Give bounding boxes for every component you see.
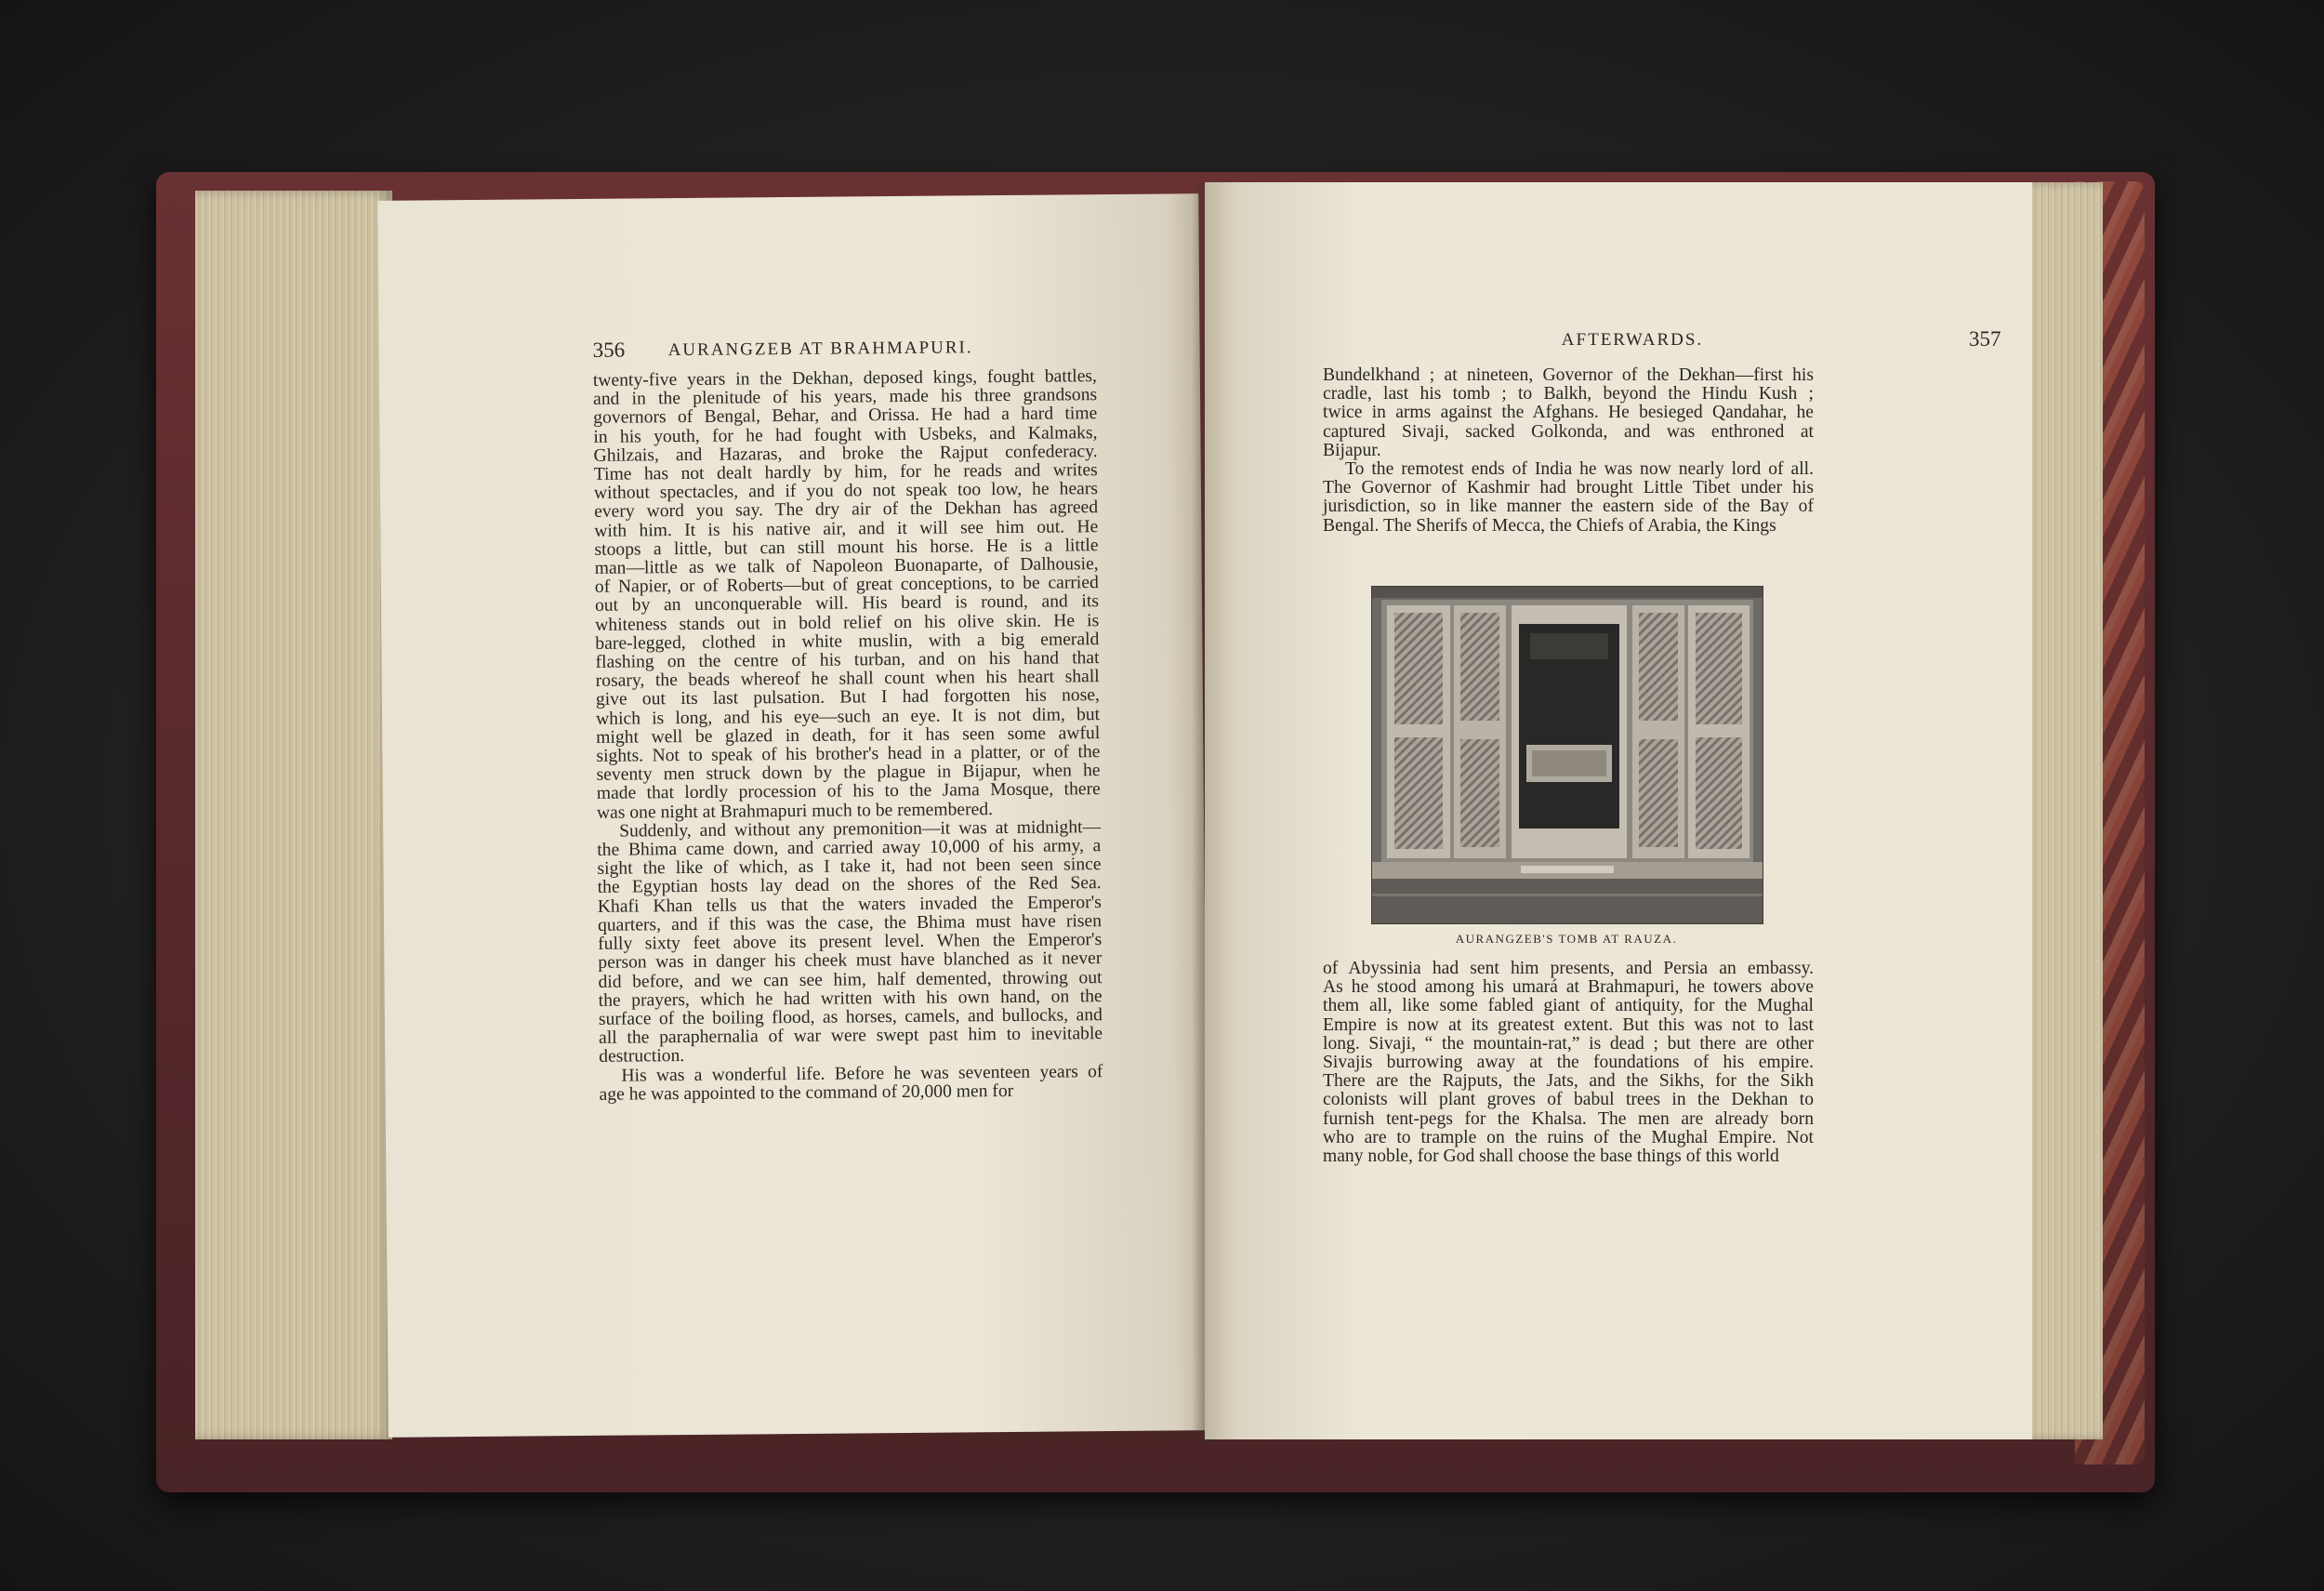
text-line: Ghilzais, and Hazaras, and broke the Rajput confederacy. xyxy=(593,441,1098,466)
text-line: sights. Not to speak of his brother's head in a platter, or of the xyxy=(596,742,1101,766)
text-line: Suddenly, and without any premonition—it was at midnight— xyxy=(619,816,1102,842)
text-line: There are the Rajputs, the Jats, and the Sikhs, for the Sikh xyxy=(1323,1071,1814,1092)
text-line: cradle, last his tomb ; to Balkh, beyond the Hindu Kush ; xyxy=(1323,384,1814,404)
text-line: out by an unconquerable will. His beard is round, and its xyxy=(594,591,1100,617)
text-line: them all, like some fabled giant of antiquity, for the Mughal xyxy=(1323,996,1814,1016)
text-line: colonists will plant groves of babul trees in the Dekhan to xyxy=(1323,1090,1814,1110)
left-page-body xyxy=(593,367,1103,1105)
text-line: To the remotest ends of India he was now nearly lord of all. xyxy=(1345,459,1814,480)
text-line: which is long, and his eye—such an eye. It is not dim, but xyxy=(595,704,1101,729)
text-line: and in the plenitude of his years, made his three grandsons xyxy=(592,385,1098,410)
text-line: captured Sivaji, sacked Golkonda, and was enthroned at xyxy=(1323,421,1814,442)
text-line: seventy men struck down by the plague in Bijapur, when he xyxy=(596,761,1101,786)
text-line: whiteness stands out in bold relief on his olive skin. He is xyxy=(595,610,1100,635)
text-line: who are to trample on the ruins of the Mughal Empire. Not xyxy=(1323,1127,1814,1147)
text-line: Time has not dealt hardly by him, for he reads and writes xyxy=(593,460,1098,484)
text-line: with him. It is his native air, and it will see him out. He xyxy=(594,516,1099,541)
text-line: in his youth, for he had fought with Usbeks, and Kalmaks, xyxy=(593,422,1098,447)
text-line: Empire is now at its greatest extent. But this was not to last xyxy=(1323,1014,1814,1035)
right-running-head: AFTERWARDS. xyxy=(1561,330,1704,350)
text-line: sight the like of which, as I take it, had not been seen since xyxy=(597,855,1102,880)
text-line: made that lordly procession of his to the Jama Mosque, there xyxy=(596,779,1101,804)
text-line: every word you say. The dry air of the Dekhan has agreed xyxy=(594,497,1099,523)
text-line: many noble, for God shall choose the base things of this world xyxy=(1323,1147,1779,1167)
text-line: Khafi Khan tells us that the waters invaded the Emperor's xyxy=(597,892,1102,917)
text-line: the Egyptian hosts lay dead on the shores of the Red Sea. xyxy=(597,873,1102,898)
text-line: His was a wonderful life. Before he was seventeen years of xyxy=(621,1061,1103,1086)
text-line: surface of the boiling flood, as horses, camels, and bullocks, and xyxy=(598,1005,1103,1029)
right-page-body-top xyxy=(1323,366,1814,536)
tomb-photograph xyxy=(1371,586,1763,924)
left-page-block-edge xyxy=(195,191,392,1439)
text-line: did before, and we can see him, half demented, throwing out xyxy=(598,967,1103,992)
left-page-number: 356 xyxy=(592,338,626,362)
text-line: As he stood among his umará at Brahmapuri, he towers above xyxy=(1323,977,1814,998)
text-line: stoops a little, but can still mount his horse. He is a little xyxy=(594,535,1099,560)
text-line: Bundelkhand ; at nineteen, Governor of the Dekhan—first his xyxy=(1323,365,1814,385)
text-line: without spectacles, and if you do not speak too low, he hears xyxy=(593,479,1099,504)
text-line: was one night at Brahmapuri much to be remembered. xyxy=(596,799,994,823)
text-line: bare-legged, clothed in white muslin, with a big emerald xyxy=(595,629,1100,654)
text-line: Bengal. The Sherifs of Mecca, the Chiefs of Arabia, the Kings xyxy=(1323,515,1776,536)
text-line: rosary, the beads whereof he shall count when his heart shall xyxy=(595,667,1100,692)
tomb-photograph-image xyxy=(1372,587,1763,923)
text-line: of Abyssinia had sent him presents, and Persia an embassy. xyxy=(1323,959,1814,978)
text-line: man—little as we talk of Napoleon Buonaparte, of Dalhousie, xyxy=(594,554,1099,578)
text-line: of Napier, or of Roberts—but of great conceptions, to be carried xyxy=(594,573,1099,598)
left-running-head: AURANGZEB AT BRAHMAPURI. xyxy=(667,338,973,361)
left-page xyxy=(377,193,1209,1438)
text-line: give out its last pulsation. But I had forgotten his nose, xyxy=(595,685,1100,710)
text-line: destruction. xyxy=(599,1046,685,1067)
text-line: governors of Bengal, Behar, and Orissa. He had a hard time xyxy=(593,404,1098,429)
right-page-number: 357 xyxy=(1969,327,2001,351)
text-line: twice in arms against the Afghans. He besieged Qandahar, he xyxy=(1323,403,1814,423)
text-line: twenty-five years in the Dekhan, deposed kings, fought battles, xyxy=(592,366,1097,391)
text-line: age he was appointed to the command of 20,000 men for xyxy=(599,1081,1014,1105)
text-line: long. Sivaji, “ the mountain-rat,” is dead ; but there are other xyxy=(1323,1033,1814,1054)
text-line: The Governor of Kashmir had brought Little Tibet under his xyxy=(1323,478,1814,498)
text-line: the prayers, which he had written with his own hand, on the xyxy=(598,986,1103,1011)
text-line: quarters, and if this was the case, the Bhima must have risen xyxy=(597,911,1103,935)
text-line: might well be glazed in death, for it has seen some awful xyxy=(596,723,1101,748)
text-line: jurisdiction, so in like manner the eastern side of the Bay of xyxy=(1323,497,1814,517)
text-line: fully sixty feet above its present level. When the Emperor's xyxy=(598,930,1103,954)
text-line: Sivajis burrowing away at the foundations of his empire. xyxy=(1323,1053,1814,1073)
text-line: person was in danger his cheek must have blanched as it never xyxy=(598,948,1103,974)
figure-caption: AURANGZEB'S TOMB AT RAUZA. xyxy=(1455,932,1678,946)
text-line: Bijapur. xyxy=(1323,440,1381,460)
text-line: the Bhima came down, and carried away 10,000 of his army, a xyxy=(597,836,1102,860)
text-line: flashing on the centre of his turban, and on his hand that xyxy=(595,648,1100,672)
text-line: all the paraphernalia of war were swept past him to inevitable xyxy=(598,1024,1103,1048)
right-page-body-bottom xyxy=(1323,960,1814,1166)
text-line: furnish tent-pegs for the Khalsa. The men are already born xyxy=(1323,1108,1814,1129)
